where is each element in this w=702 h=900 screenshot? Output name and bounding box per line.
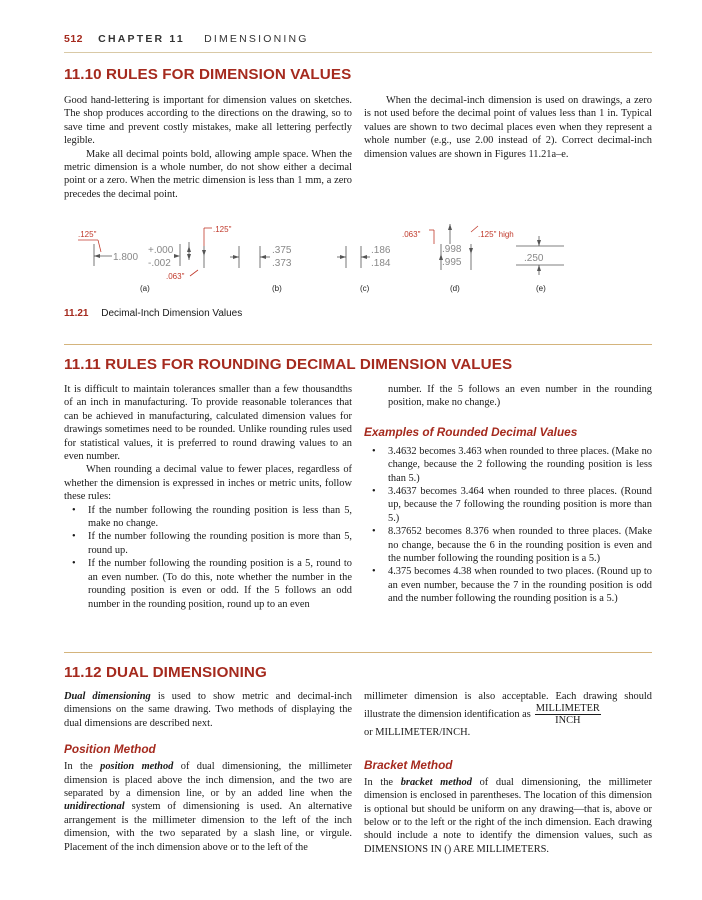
term: position method bbox=[100, 761, 174, 773]
list-item: • If the number following the rounding position is a 5, round to an even number. (To do this, note whether the number in the rounding position is even or odd. If the 5 follows an odd number in the rounding position, round up to an even bbox=[72, 557, 352, 611]
text-run: In the bbox=[364, 776, 401, 788]
figure-11-21 bbox=[64, 218, 652, 300]
leader-line bbox=[98, 240, 101, 252]
list-item: • 8.37652 becomes 8.376 when rounded to three places. (Make no change, because the 6 in the rounding position is even and the number following the rounding position is a 5.) bbox=[372, 525, 652, 565]
paragraph bbox=[364, 776, 652, 856]
section-11-10-right-column bbox=[364, 94, 652, 161]
text-run: millimeter dimension is also acceptable. Each drawing should illustrate the dimension identification as bbox=[364, 691, 652, 721]
arrowhead bbox=[94, 254, 100, 258]
figure-part-b bbox=[230, 245, 292, 293]
page-number: 512 bbox=[64, 33, 84, 45]
figure-part-e bbox=[516, 236, 564, 293]
lower-limit: .184 bbox=[371, 258, 391, 269]
list-item: • If the number following the rounding position is more than 5, round up. bbox=[72, 530, 352, 557]
section-11-12-heading: 11.12 DUAL DIMENSIONING bbox=[64, 664, 267, 681]
fraction-denominator: INCH bbox=[555, 715, 581, 727]
arrowhead bbox=[233, 255, 239, 259]
bracket-method-heading: Bracket Method bbox=[364, 757, 453, 772]
text-run: of dual dimensioning, the millimeter dimension is enclosed in parentheses. The location of this dimension is optional but should be uniform on any drawing—that is, above or below or to the left or the right of the inch dimension. Each drawing should include a note to identify the dimension values, such as DIMENSIONS IN () ARE MILLIMETERS. bbox=[364, 776, 653, 855]
part-label: (d) bbox=[450, 284, 460, 293]
arrowhead bbox=[469, 248, 473, 254]
upper-limit: .375 bbox=[272, 245, 292, 256]
annotation-text: .063" bbox=[166, 272, 185, 281]
paragraph bbox=[64, 760, 352, 854]
figure-caption bbox=[64, 308, 242, 319]
list-item: • 3.4637 becomes 3.464 when rounded to three places. (Round up, because the 7 following the rounding position is more than 5.) bbox=[372, 485, 652, 525]
examples-list bbox=[372, 445, 652, 606]
text-run: In the bbox=[64, 761, 101, 773]
section-11-11-left-column bbox=[64, 383, 352, 611]
header-rule bbox=[64, 52, 652, 53]
annotation-text: .125" bbox=[213, 225, 232, 234]
term: Dual dimensioning bbox=[64, 691, 151, 702]
text-run: of dual dimensioning, the millimeter dimension is placed above the inch dimension, and the two are separated by a dimension line, or by an added line when the bbox=[64, 761, 353, 800]
running-header bbox=[64, 33, 309, 45]
section-11-11-right-column bbox=[364, 383, 652, 606]
figure-caption-text: Decimal-Inch Dimension Values bbox=[101, 308, 243, 319]
part-label: (a) bbox=[140, 284, 150, 293]
arrowhead bbox=[340, 255, 346, 259]
annotation-text: .125" bbox=[78, 230, 97, 239]
annotation-text: .063" bbox=[402, 230, 421, 239]
chapter-label: CHAPTER 11 bbox=[98, 33, 185, 45]
arrowhead bbox=[361, 255, 367, 259]
paragraph: Make all decimal points bold, allowing ample space. When the metric dimension is a whole number, do not show either a decimal point or a zero. When the metric dimension is less than 1 mm, a zero precedes the decimal point. bbox=[64, 148, 352, 200]
list-item: • If the number following the rounding position is less than 5, make no change. bbox=[72, 504, 352, 531]
section-11-10-left-column bbox=[64, 94, 352, 201]
rounding-rules-list bbox=[72, 504, 352, 611]
section-11-11-heading: 11.11 RULES FOR ROUNDING DECIMAL DIMENSION VALUES bbox=[64, 356, 513, 373]
dimension-fraction bbox=[535, 703, 601, 726]
arrowhead bbox=[537, 265, 541, 271]
tolerance-minus: -.002 bbox=[148, 258, 171, 269]
upper-limit: .186 bbox=[371, 245, 391, 256]
examples-heading: Examples of Rounded Decimal Values bbox=[364, 424, 578, 439]
figure-part-c bbox=[337, 245, 391, 293]
part-label: (b) bbox=[272, 284, 282, 293]
term: bracket method bbox=[400, 776, 472, 788]
position-method-heading: Position Method bbox=[64, 742, 156, 757]
fraction-numerator: MILLIMETER bbox=[535, 703, 600, 715]
text-run: system of dimensioning is used. An alternative arrangement is the millimeter dimension to the left of the inch dimension, with the two separated by a slash line, or virgule. Placement of the inch dimension above or to the left of the bbox=[64, 801, 352, 853]
arrowhead bbox=[174, 254, 180, 258]
lower-limit: .373 bbox=[272, 258, 292, 269]
upper-limit: .998 bbox=[442, 244, 462, 255]
leader-line bbox=[471, 226, 478, 232]
term: unidirectional bbox=[64, 801, 125, 813]
annotation-text: .125" high bbox=[478, 230, 514, 239]
list-item: • 3.4632 becomes 3.463 when rounded to three places. (Make no change, because the 2 following the rounding position is less than 5.) bbox=[372, 445, 652, 485]
paragraph: number. If the 5 follows an even number in the rounding position, make no change.) bbox=[388, 384, 652, 409]
figure-part-d bbox=[402, 224, 514, 293]
paragraph bbox=[64, 690, 352, 730]
list-item: • 4.375 becomes 4.38 when rounded to two places. (Round up to an even number, because the 7 in the rounding position is odd and the number following the rounding position is a 5.) bbox=[372, 565, 652, 605]
arrowhead bbox=[187, 246, 191, 252]
arrowhead bbox=[202, 250, 206, 256]
arrowhead bbox=[260, 255, 266, 259]
chapter-title: DIMENSIONING bbox=[204, 33, 309, 45]
paragraph: or MILLIMETER/INCH. bbox=[364, 727, 471, 739]
leader-line bbox=[190, 270, 198, 276]
figure-part-a bbox=[78, 225, 232, 293]
dimension-value: 1.800 bbox=[113, 252, 139, 263]
section-rule bbox=[64, 652, 652, 653]
section-rule bbox=[64, 344, 652, 345]
arrowhead bbox=[448, 224, 452, 230]
lower-limit: .995 bbox=[442, 257, 462, 268]
section-11-12-left-column bbox=[64, 690, 352, 854]
paragraph: When the decimal-inch dimension is used on drawings, a zero is not used before the decimal point of values less than 1 in. Typical values are shown to two decimal places even when they represent a whole number (e.g., use 2.00 instead of 2). Correct decimal-inch dimension values are shown in Figures 11.21a–e. bbox=[364, 95, 652, 160]
figure-number: 11.21 bbox=[64, 308, 89, 319]
tolerance-plus: +.000 bbox=[148, 245, 174, 256]
paragraph: It is difficult to maintain tolerances smaller than a few thousandths of an inch in manufacturing. To provide reasonable tolerances that can be achieved in manufacturing, calculated dimension values for drawings sometimes need to be rounded. Unlike rounding rules used for statistical values, it is preferred to round drawing values to an even number. bbox=[64, 384, 352, 463]
arrowhead bbox=[537, 240, 541, 246]
section-11-12-right-column bbox=[364, 690, 652, 856]
part-label: (e) bbox=[536, 284, 546, 293]
arrowhead bbox=[187, 254, 191, 260]
paragraph bbox=[364, 690, 652, 726]
part-label: (c) bbox=[360, 284, 370, 293]
text-run: is used to show metric and decimal-inch dimensions on the same drawing. Two methods of displaying the dual dimensions are described next. bbox=[64, 691, 352, 729]
paragraph: When rounding a decimal value to fewer places, regardless of whether the dimension is expressed in inches or metric units, follow these rules: bbox=[64, 464, 352, 503]
dimension-value: .250 bbox=[524, 253, 544, 264]
paragraph: Good hand-lettering is important for dimension values on sketches. The shop produces according to the directions on the drawing, so to save time and prevent costly mistakes, make all lettering perfectly legible. bbox=[64, 95, 352, 147]
section-11-10-heading: 11.10 RULES FOR DIMENSION VALUES bbox=[64, 66, 352, 83]
